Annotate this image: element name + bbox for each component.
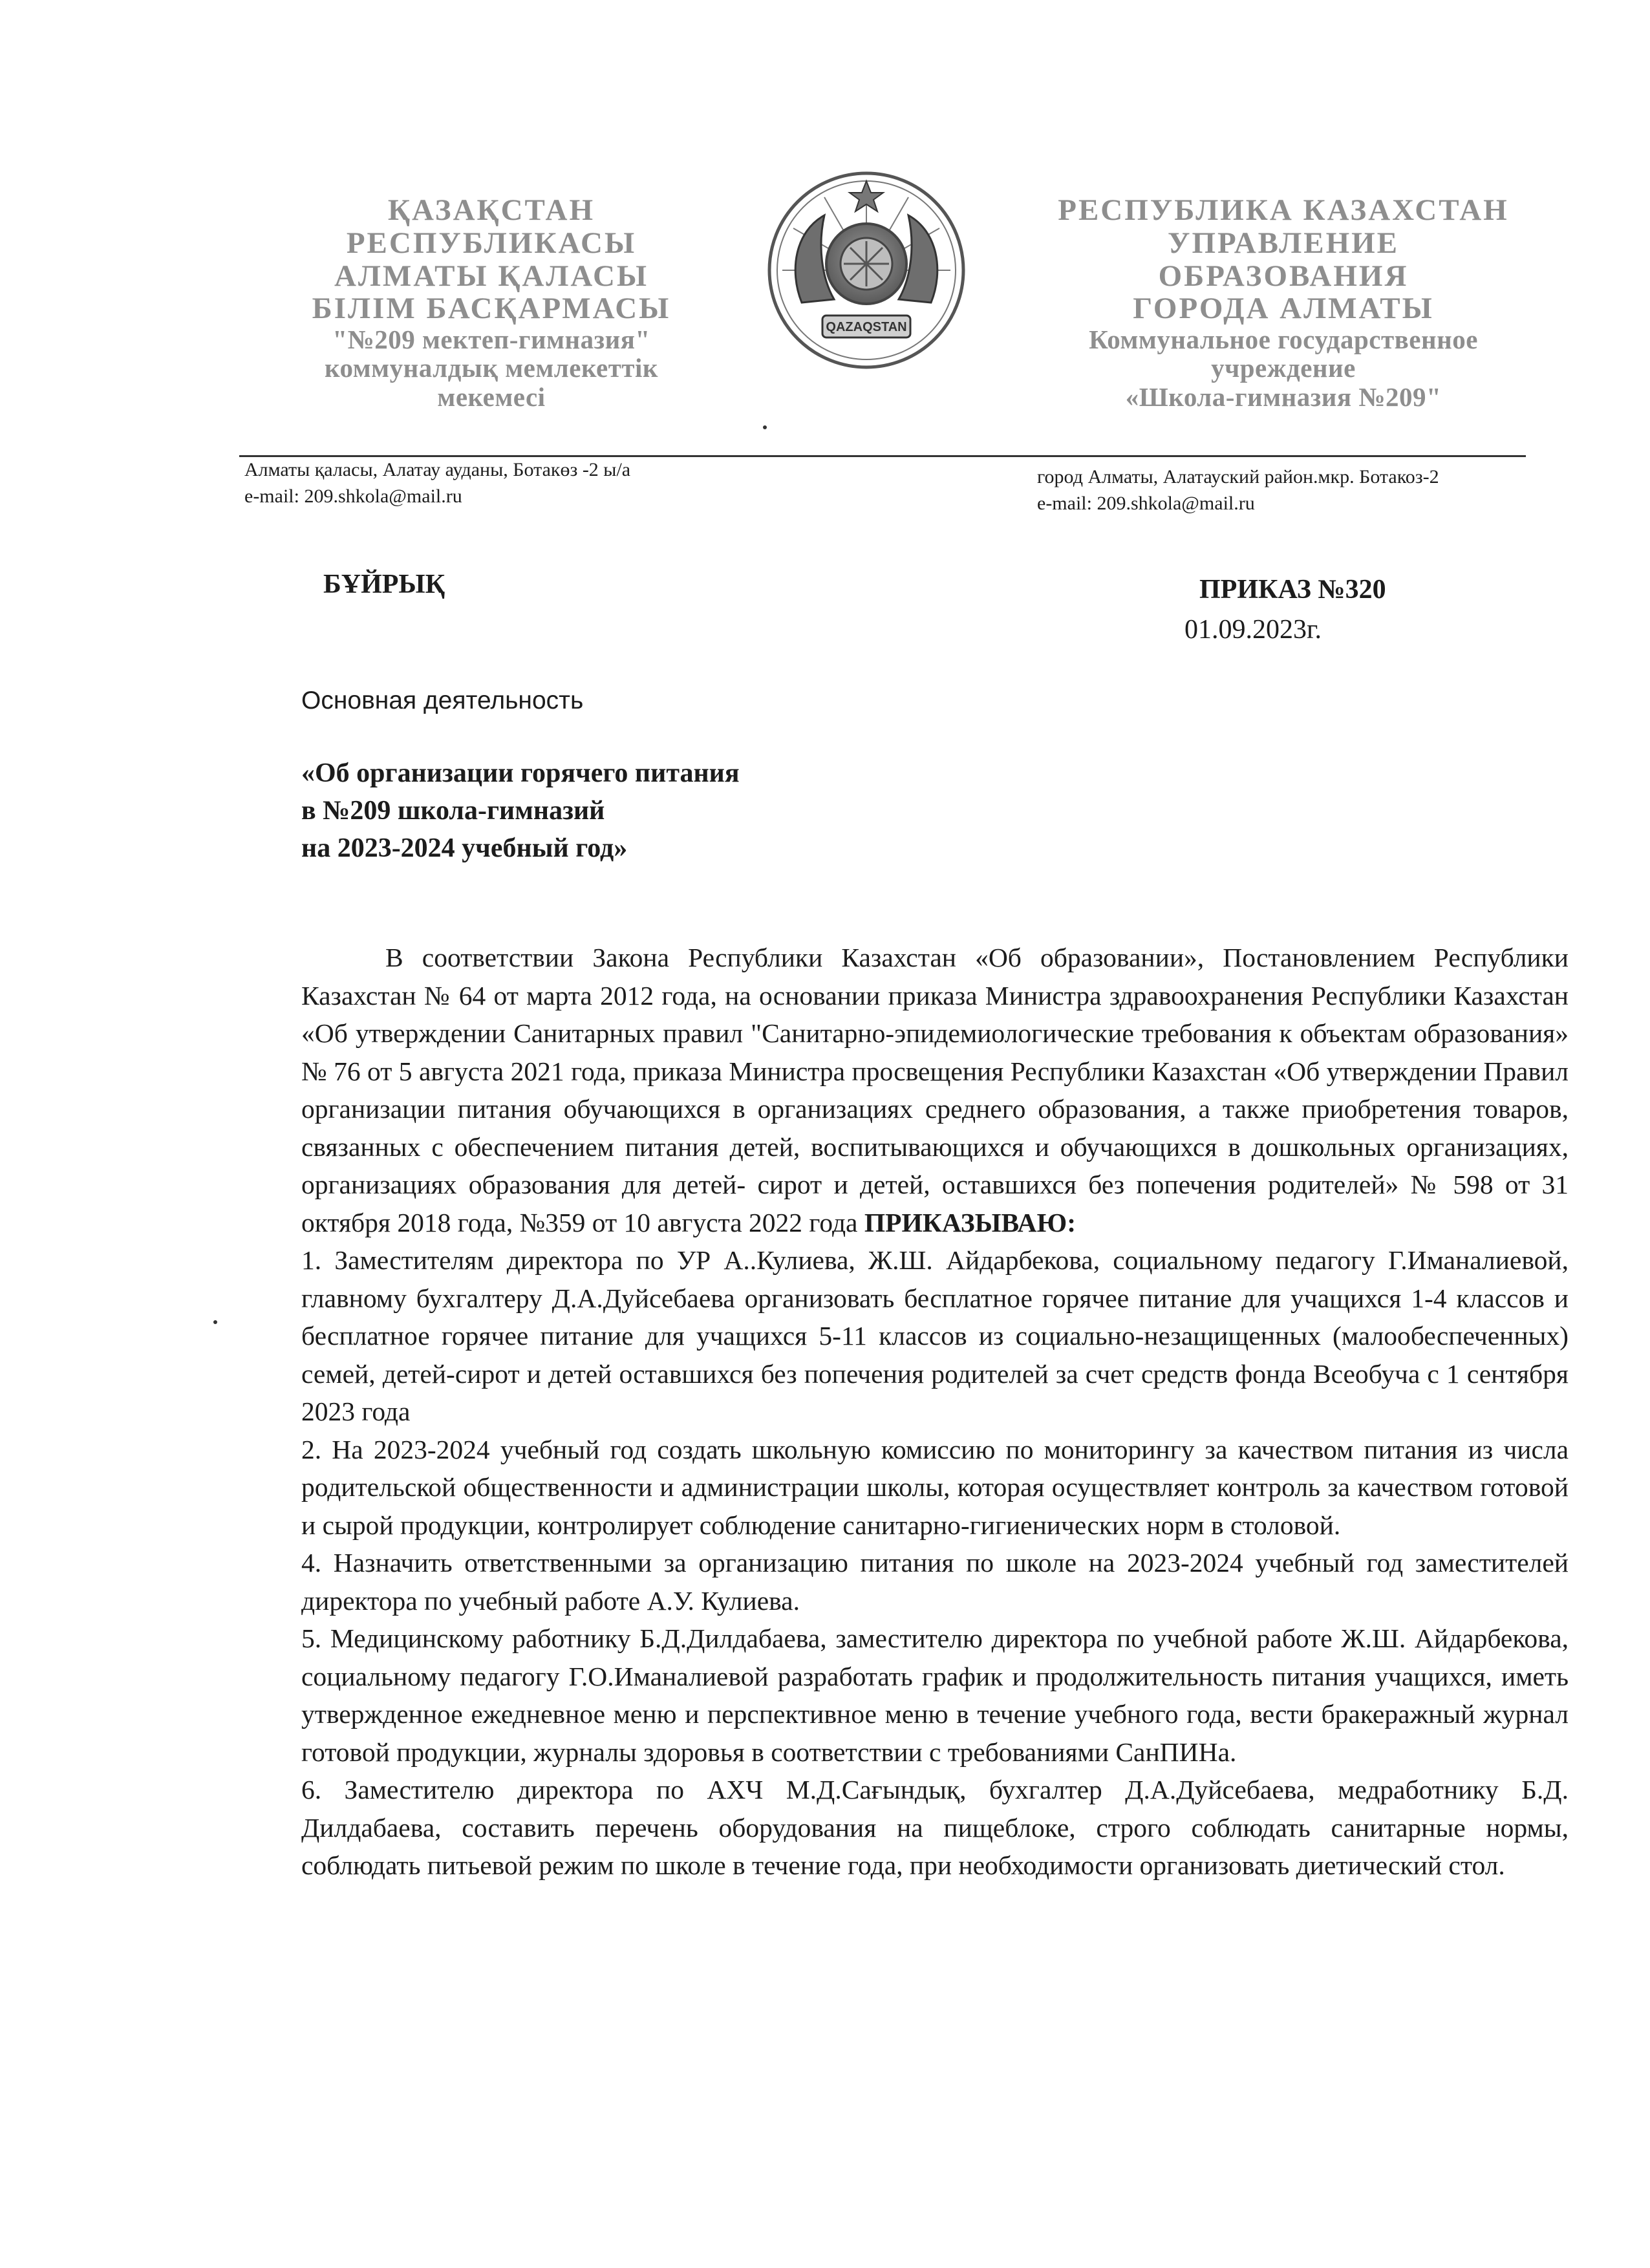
order-subject [301, 755, 740, 868]
letterhead-kz-line-4: БІЛІМ БАСҚАРМАСЫ [312, 292, 671, 326]
state-emblem-icon [763, 167, 970, 374]
letterhead-ru-line-1: РЕСПУБЛИКА КАЗАХСТАН [1058, 193, 1509, 227]
letterhead-kz-line-1: ҚАЗАҚСТАН [387, 193, 595, 227]
letterhead-kz [239, 194, 744, 411]
letterhead-kz-line-2: РЕСПУБЛИКАСЫ [346, 226, 637, 260]
email-ru: e-mail: 209.shkola@mail.ru [1037, 492, 1255, 514]
order-subject-line-1: «Об организации горячего питания [301, 758, 740, 788]
activity-label: Основная деятельность [301, 687, 584, 714]
letterhead-ru-line-3: ОБРАЗОВАНИЯ [1158, 259, 1409, 293]
scan-speck [763, 425, 767, 429]
letterhead-kz-line-7: мекемесі [437, 381, 546, 412]
letterhead-kz-line-6: коммуналдық мемлекеттік [324, 353, 659, 383]
order-date: 01.09.2023г. [1184, 615, 1322, 645]
letterhead-ru-line-4: ГОРОДА АЛМАТЫ [1133, 292, 1434, 326]
order-item-4: 4. Назначить ответственными за организацию питания по школе на 2023-2024 учебный год заместителей директора по учебный работе А.У. Кулиева. [301, 1548, 1569, 1616]
order-item-1: 1. Заместителям директора по УР А..Кулиева, Ж.Ш. Айдарбекова, социальному педагогу Г.Иманалиевой, главному бухгалтеру Д.А.Дуйсебаева организовать бесплатное горячее питание для учащихся 1-4 классов и бесплатное горячее питание для учащихся 5-11 классов из социально-незащищенных (малообеспеченных) семей, детей-сирот и детей оставшихся без попечения родителей за счет средств фонда Всеобуча с 1 сентября 2023 года [301, 1245, 1569, 1426]
address-kz: Алматы қаласы, Алатау ауданы, Ботакөз -2 ы/а [244, 459, 631, 480]
address-block-kz [244, 457, 800, 509]
emblem-banner-text: QAZAQSTAN [826, 320, 907, 334]
letterhead-ru-line-2: УПРАВЛЕНИЕ [1167, 226, 1400, 260]
address-ru: город Алматы, Алатауский район.мкр. Ботакоз-2 [1037, 466, 1439, 487]
order-item-2: 2. На 2023-2024 учебный год создать школьную комиссию по мониторингу за качеством питания из числа родительской общественности и администрации школы, которая осуществляет контроль за качеством готовой и сырой продукции, контролирует соблюдение санитарно-гигиенических норм в столовой. [301, 1434, 1569, 1540]
address-block-ru [1037, 464, 1554, 517]
order-title-ru: ПРИКАЗ №320 [1199, 575, 1386, 604]
order-subject-line-3: на 2023-2024 учебный год» [301, 833, 628, 863]
letterhead-ru-line-7: «Школа-гимназия №209" [1125, 381, 1442, 412]
letterhead-kz-line-3: АЛМАТЫ ҚАЛАСЫ [334, 259, 649, 293]
letterhead-ru-line-5: Коммунальное государственное [1089, 325, 1478, 354]
scan-speck [213, 1320, 217, 1324]
letterhead-ru [1015, 194, 1552, 411]
email-kz: e-mail: 209.shkola@mail.ru [244, 485, 462, 507]
order-item-5: 5. Медицинскому работнику Б.Д.Дилдабаева, заместителю директора по учебной работе Ж.Ш. Айдарбекова, социальному педагогу Г.О.Иманалиевой разработать график и продолжительность питания учащихся, иметь утвержденное ежедневное меню и перспективное меню в течение учебного года, вести бракеражный журнал готовой продукции, журналы здоровья в соответствии с требованиями СанПИНа. [301, 1623, 1569, 1767]
order-subject-line-2: в №209 школа-гимназий [301, 795, 605, 826]
letterhead-kz-line-5: "№209 мектеп-гимназия" [332, 325, 650, 354]
letterhead-ru-line-6: учреждение [1211, 353, 1356, 383]
body-command: ПРИКАЗЫВАЮ: [864, 1207, 1077, 1237]
body-intro: В соответствии Закона Республики Казахстан «Об образовании», Постановлением Республики Казахстан № 64 от марта 2012 года, на основании приказа Министра здравоохранения Республики Казахстан «Об утверждении Санитарных правил "Санитарно-эпидемиологические требования к объектам образования» № 76 от 5 августа 2021 года, приказа Министра просвещения Республики Казахстан «Об утверждении Правил организации питания обучающихся в организациях среднего образования, а также приобретения товаров, связанных с обеспечением питания детей, воспитывающихся и обучающихся в дошкольных организациях, организациях образования для детей- сирот и детей, оставшихся без попечения родителей» № 598 от 31 октября 2018 года, №359 от 10 августа 2022 года [301, 943, 1569, 1237]
body-intro-paragraph [301, 939, 1569, 1241]
order-item-6: 6. Заместителю директора по АХЧ М.Д.Сағындық, бухгалтер Д.А.Дуйсебаева, медработнику Б.Д. Дилдабаева, составить перечень оборудования на пищеблоке, строго соблюдать санитарные нормы, соблюдать питьевой режим по школе в течение года, при необходимости организовать диетический стол. [301, 1775, 1569, 1880]
order-body [301, 939, 1569, 1885]
order-title-kz: БҰЙРЫҚ [323, 570, 445, 599]
